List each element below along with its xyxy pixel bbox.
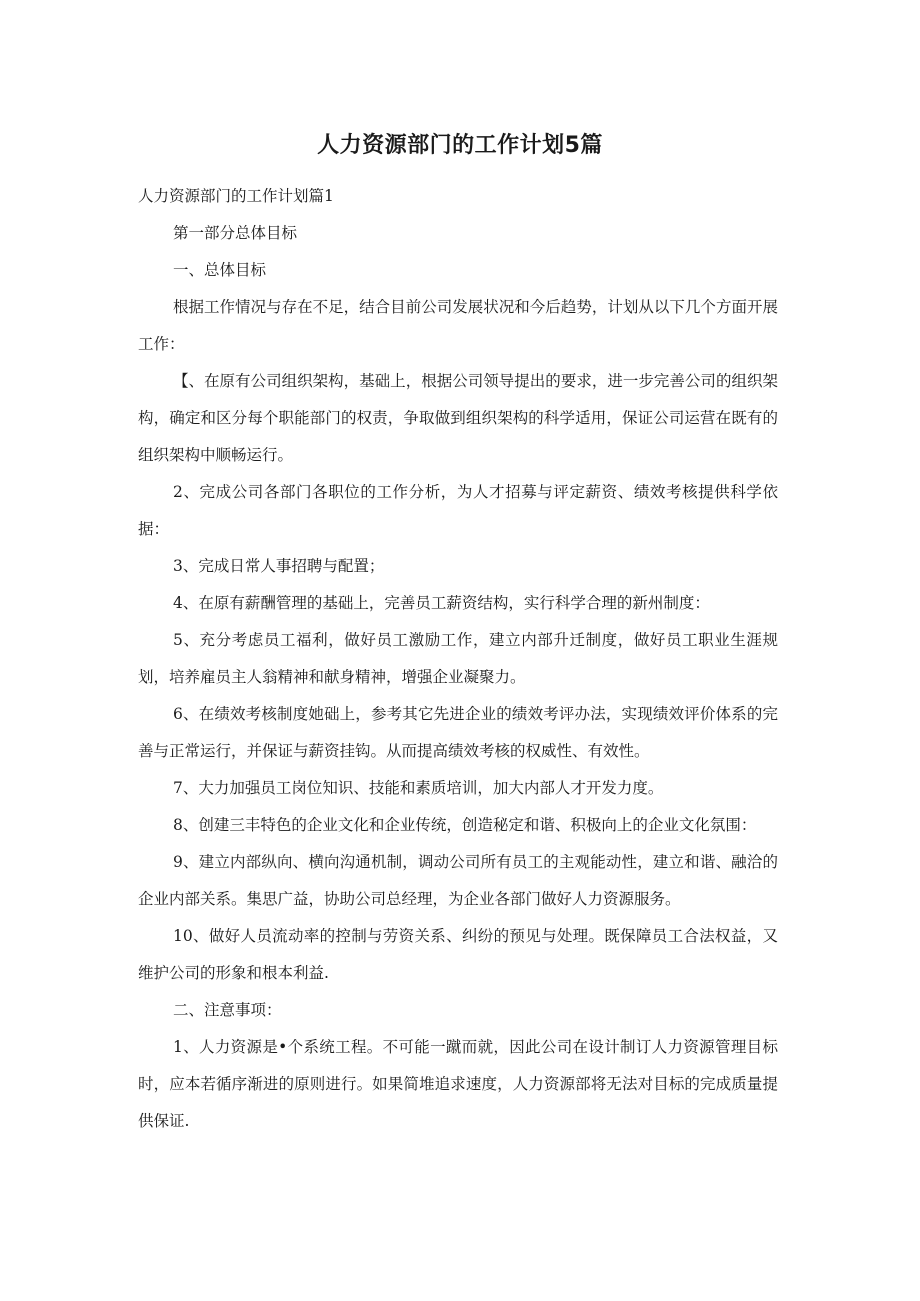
document-body [138,178,778,1140]
list-item: 10、做好人员流动率的控制与劳资关系、纠纷的预见与处理。既保障员工合法权益，又维护公司的形象和根本利益. [138,927,778,982]
list-item: 5、充分考虑员工福利，做好员工激励工作，建立内部升迁制度，做好员工职业生涯规划，培养雇员主人翁精神和献身精神，增强企业凝聚力。 [138,631,778,686]
list-item: 3、完成日常人事招聘与配置； [173,557,385,575]
paragraph: 根据工作情况与存在不足，结合目前公司发展状况和今后趋势，计划从以下几个方面开展工作： [138,298,778,353]
list-item: 6、在绩效考核制度她础上，参考其它先进企业的绩效考评办法，实现绩效评价体系的完善与正常运行，并保证与薪资挂钩。从而提高绩效考核的权威性、有效性。 [138,705,778,760]
list-item: 1、人力资源是•个系统工程。不可能一蹴而就，因此公司在设计制订人力资源管理目标时，应本若循序渐进的原则进行。如果简堆追求速度，人力资源部将无法对目标的完成质量提供保证. [138,1038,778,1130]
document-title: 人力资源部门的工作计划5篇 [317,133,603,158]
list-item: 7、大力加强员工岗位知识、技能和素质培训，加大内部人才开发力度。 [173,779,664,797]
part-heading: 第一部分总体目标 [173,224,298,242]
list-item: 9、建立内部纵向、横向沟通机制，调动公司所有员工的主观能动性，建立和谐、融洽的企业内部关系。集思广益，协助公司总经理，为企业各部门做好人力资源服务。 [138,853,778,908]
goal-heading: 一、总体目标 [173,261,267,279]
list-item: 2、完成公司各部门各职位的工作分析，为人才招募与评定薪资、绩效考核提供科学依据： [138,483,778,538]
list-item: 8、创建三丰特色的企业文化和企业传统，创造秘定和谐、积极向上的企业文化氛围： [173,816,757,834]
list-item: 【、在原有公司组织架构，基础上，根据公司领导提出的要求，进一步完善公司的组织架构，确定和区分每个职能部门的权责，争取做到组织架构的科学适用，保证公司运营在既有的组织架构中顺畅运行。 [138,372,778,464]
notes-heading: 二、注意事项： [173,1001,282,1019]
list-item: 4、在原有薪酬管理的基础上，完善员工薪资结构，实行科学合理的新州制度： [173,594,710,612]
section-heading: 人力资源部门的工作计划篇1 [138,187,334,205]
